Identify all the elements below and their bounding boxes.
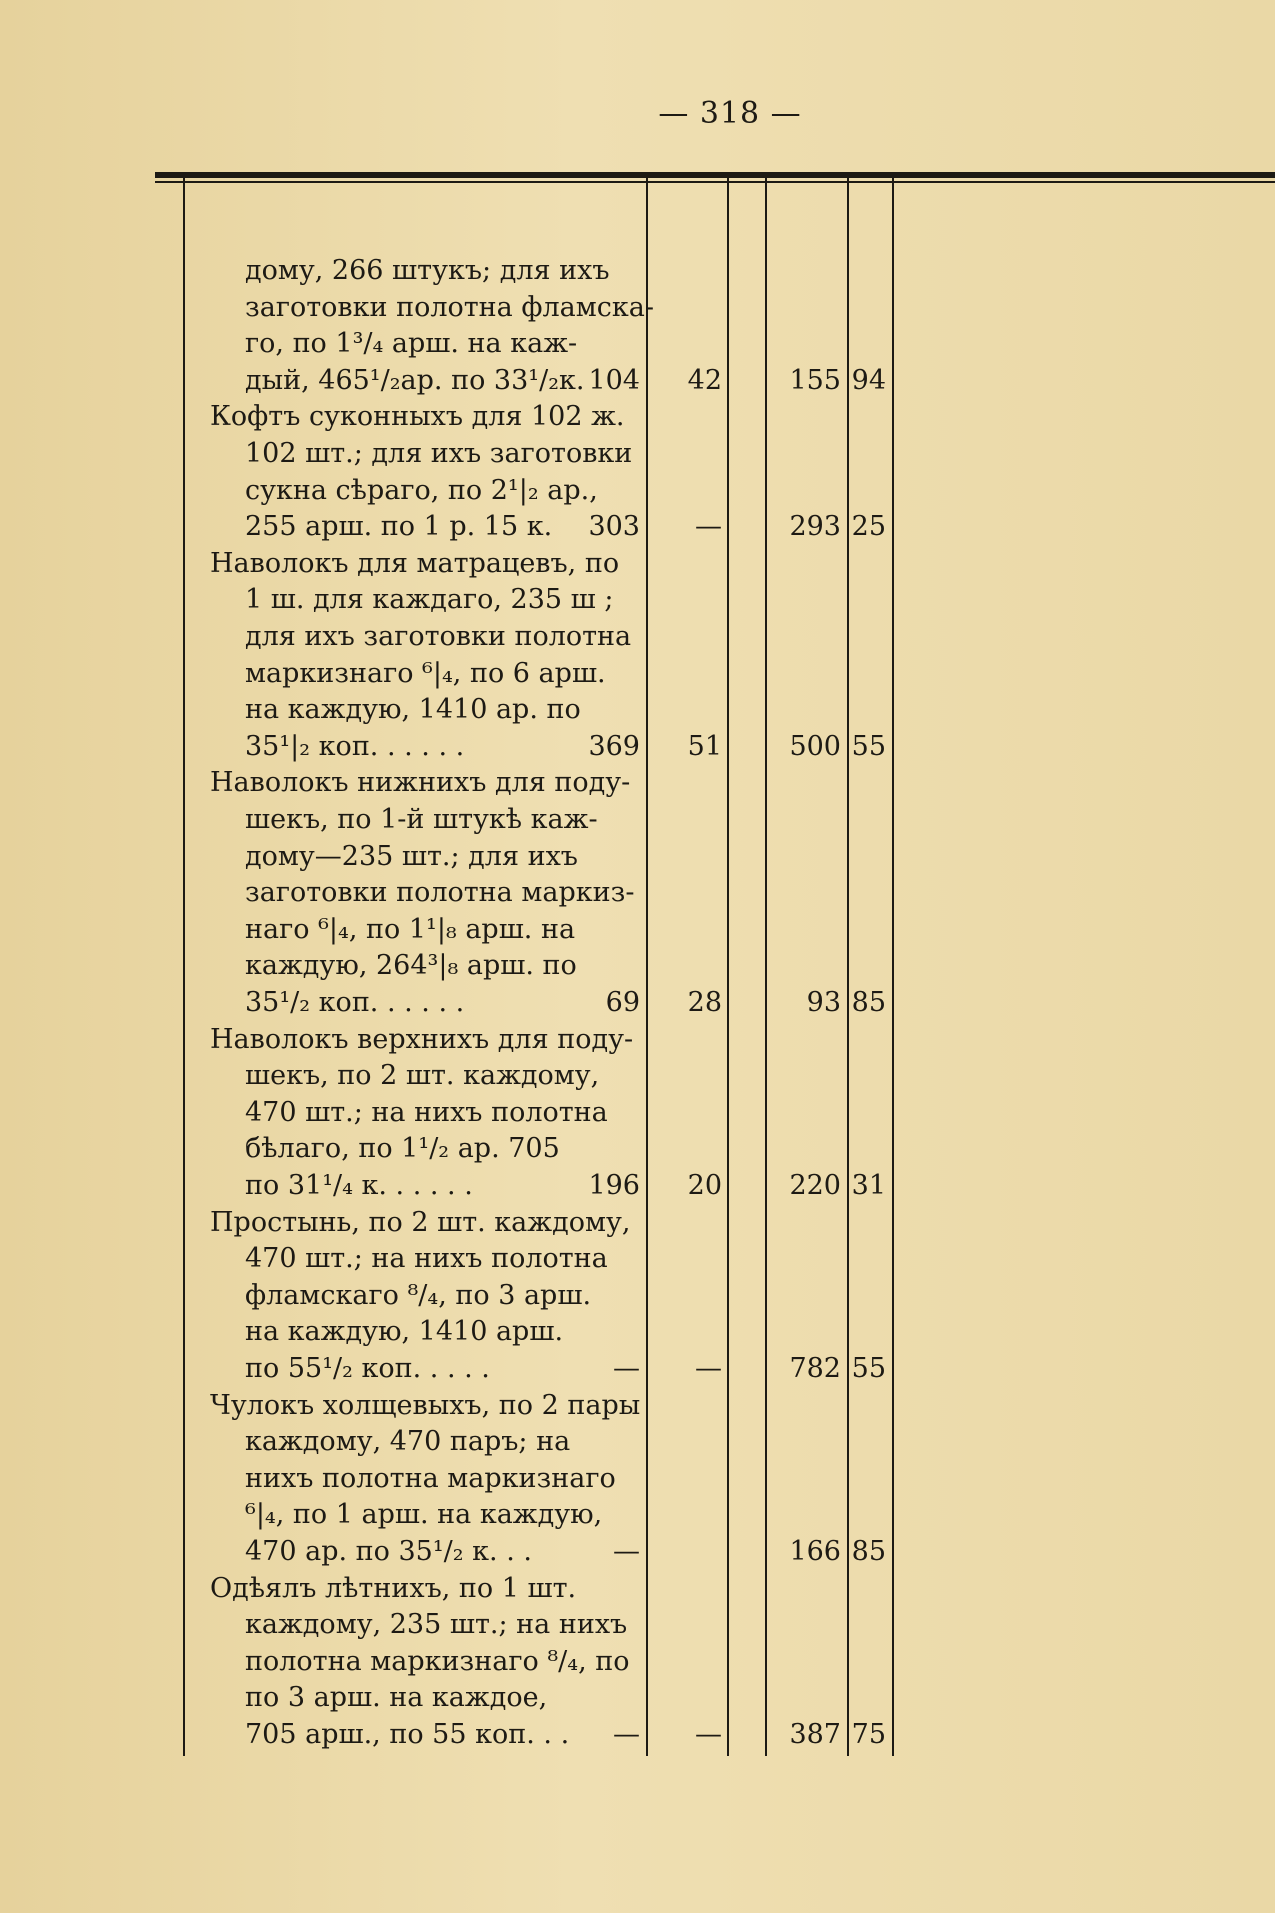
entry-line <box>210 692 890 728</box>
entry-text: дому, 266 штукъ; для ихъ <box>245 255 610 286</box>
entry-text: заготовки полотна маркиз- <box>245 877 635 908</box>
amount-kop-2: 75 <box>851 1719 886 1750</box>
amount-rub-1: 369 <box>588 731 640 762</box>
entry-line <box>210 253 890 289</box>
entry-text: заготовки полотна фламска- <box>245 292 654 323</box>
amount-kop-1: — <box>695 1719 722 1750</box>
entry-line <box>210 436 890 472</box>
amount-kop-2: 55 <box>851 1353 886 1384</box>
amount-kop-2: 94 <box>851 365 886 396</box>
entry-text: шекъ, по 1-й штукѣ каж- <box>245 804 598 835</box>
entry-line <box>210 582 890 618</box>
entry-text: 1 ш. для каждаго, 235 ш ; <box>245 584 614 615</box>
entry-text: по 31¹/₄ к. . . . . . <box>245 1170 473 1201</box>
entry-line <box>210 1351 890 1387</box>
entry-line <box>210 1461 890 1497</box>
entry-text: ⁶|₄, по 1 арш. на каждую, <box>245 1499 603 1530</box>
entry-line <box>210 985 890 1021</box>
amount-rub-1: 104 <box>588 365 640 396</box>
amount-rub-1: — <box>613 1353 640 1384</box>
entry-line <box>210 399 890 435</box>
entry-line <box>210 473 890 509</box>
entry-text: Простынь, по 2 шт. каждому, <box>210 1207 631 1238</box>
entry-text: дому—235 шт.; для ихъ <box>245 841 578 872</box>
entry-text: Наволокъ нижнихъ для поду- <box>210 767 631 798</box>
entry-line <box>210 509 890 545</box>
amount-rub-2: 500 <box>789 731 841 762</box>
amount-kop-2: 85 <box>851 1536 886 1567</box>
entry-line <box>210 1095 890 1131</box>
column-rule-kop2-end <box>892 178 894 1756</box>
top-rule <box>155 172 1275 178</box>
entry-text: Кофтъ суконныхъ для 102 ж. <box>210 401 625 432</box>
entry-line <box>210 1278 890 1314</box>
entry-line <box>210 1205 890 1241</box>
amount-rub-1: — <box>613 1719 640 1750</box>
entry-line <box>210 1534 890 1570</box>
entry-text: 470 шт.; на нихъ полотна <box>245 1097 608 1128</box>
entry-text: по 55¹/₂ коп. . . . . <box>245 1353 490 1384</box>
entry-text: на каждую, 1410 ар. по <box>245 694 581 725</box>
amount-rub-2: 293 <box>789 511 841 542</box>
entry-text: бѣлаго, по 1¹/₂ ар. 705 <box>245 1133 560 1164</box>
entry-line <box>210 1131 890 1167</box>
amount-kop-1: — <box>695 511 722 542</box>
entry-text: маркизнаго ⁶|₄, по 6 арш. <box>245 658 606 689</box>
entry-line <box>210 363 890 399</box>
entry-text: Чулокъ холщевыхъ, по 2 пары <box>210 1390 641 1421</box>
entry-text: го, по 1³/₄ арш. на каж- <box>245 328 578 359</box>
entry-text: каждому, 470 паръ; на <box>245 1426 571 1457</box>
amount-rub-2: 220 <box>789 1170 841 1201</box>
entry-text: сукна сѣраго, по 2¹|₂ ар., <box>245 475 598 506</box>
top-rule-thin <box>155 181 1275 183</box>
entry-line <box>210 912 890 948</box>
entry-text: каждую, 264³|₈ арш. по <box>245 950 577 981</box>
entry-line <box>210 656 890 692</box>
entry-line <box>210 875 890 911</box>
entry-line <box>210 948 890 984</box>
amount-kop-1: 51 <box>687 731 722 762</box>
entry-line <box>210 1607 890 1643</box>
amount-rub-1: 196 <box>588 1170 640 1201</box>
entry-text: дый, 465¹/₂ар. по 33¹/₂к. <box>245 365 585 396</box>
amount-rub-2: 782 <box>789 1353 841 1384</box>
entry-line <box>210 1058 890 1094</box>
entry-line <box>210 1680 890 1716</box>
entry-text: фламскаго ⁸/₄, по 3 арш. <box>245 1280 592 1311</box>
entry-text: Одѣялъ лѣтнихъ, по 1 шт. <box>210 1573 577 1604</box>
entry-line <box>210 290 890 326</box>
page-number: — 318 — <box>658 96 802 131</box>
entry-line <box>210 1717 890 1753</box>
column-rule-left <box>183 178 185 1756</box>
amount-kop-1: 20 <box>687 1170 722 1201</box>
entry-line <box>210 1388 890 1424</box>
entry-line <box>210 765 890 801</box>
entry-text: полотна маркизнаго ⁸/₄, по <box>245 1646 630 1677</box>
entry-text: 470 шт.; на нихъ полотна <box>245 1243 608 1274</box>
entry-text: 35¹/₂ коп. . . . . . <box>245 987 465 1018</box>
amount-rub-1: 303 <box>588 511 640 542</box>
entry-text: Наволокъ верхнихъ для поду- <box>210 1024 634 1055</box>
entry-text: 102 шт.; для ихъ заготовки <box>245 438 633 469</box>
entry-text: 470 ар. по 35¹/₂ к. . . <box>245 1536 532 1567</box>
entry-text: нихъ полотна маркизнаго <box>245 1463 616 1494</box>
entry-line <box>210 1241 890 1277</box>
amount-kop-2: 85 <box>851 987 886 1018</box>
amount-rub-1: — <box>613 1536 640 1567</box>
amount-kop-1: 28 <box>687 987 722 1018</box>
entry-text: шекъ, по 2 шт. каждому, <box>245 1060 600 1091</box>
entry-line <box>210 802 890 838</box>
entry-line <box>210 1314 890 1350</box>
entry-line <box>210 546 890 582</box>
entry-line <box>210 326 890 362</box>
amount-rub-2: 155 <box>789 365 841 396</box>
entry-text: каждому, 235 шт.; на нихъ <box>245 1609 628 1640</box>
entry-line <box>210 1497 890 1533</box>
entry-text: по 3 арш. на каждое, <box>245 1682 548 1713</box>
amount-kop-2: 25 <box>851 511 886 542</box>
entry-line <box>210 1644 890 1680</box>
amount-kop-1: — <box>695 1353 722 1384</box>
entry-line <box>210 729 890 765</box>
entry-text: для ихъ заготовки полотна <box>245 621 632 652</box>
amount-kop-2: 31 <box>851 1170 886 1201</box>
entry-text: 705 арш., по 55 коп. . . <box>245 1719 570 1750</box>
entry-line <box>210 1168 890 1204</box>
amount-kop-2: 55 <box>851 731 886 762</box>
amount-kop-1: 42 <box>687 365 722 396</box>
amount-rub-2: 387 <box>789 1719 841 1750</box>
entry-line <box>210 1022 890 1058</box>
amount-rub-2: 93 <box>806 987 841 1018</box>
amount-rub-1: 69 <box>605 987 640 1018</box>
entry-text: Наволокъ для матрацевъ, по <box>210 548 620 579</box>
entry-text: 35¹|₂ коп. . . . . . <box>245 731 465 762</box>
amount-rub-2: 166 <box>789 1536 841 1567</box>
entry-text: на каждую, 1410 арш. <box>245 1316 564 1347</box>
entry-line <box>210 1571 890 1607</box>
entry-line <box>210 839 890 875</box>
entry-line <box>210 1424 890 1460</box>
entry-line <box>210 619 890 655</box>
entry-text: 255 арш. по 1 р. 15 к. <box>245 511 553 542</box>
entry-text: наго ⁶|₄, по 1¹|₈ арш. на <box>245 914 576 945</box>
